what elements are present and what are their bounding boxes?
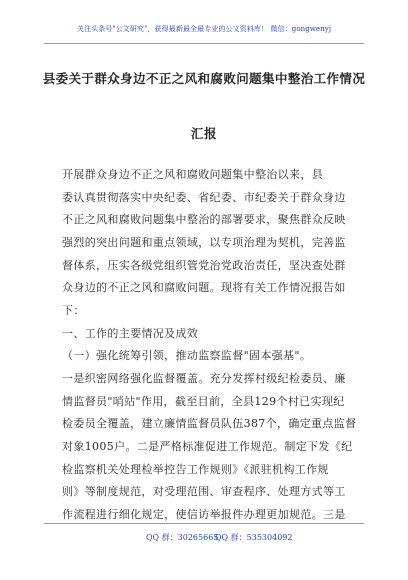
document-title: 县委关于群众身边不正之风和腐败问题集中整治工作情况 [42,71,366,86]
header-divider [44,43,364,44]
document-subtitle: 汇报 [190,126,218,141]
footer-qq-group-right: QQ 群：535304092 [215,533,293,542]
body-line: 作流程进行细化规定，使信访举报件办理更加规范。三是 [62,508,346,521]
body-line: 不正之风和腐败问题集中整治的部署要求，聚焦群众反映 [62,213,346,227]
subsection-heading: （一）强化统筹引领，推动监察监督"固本强基"。 [62,349,312,363]
footer-divider [44,523,364,524]
body-line: 一是织密网络强化监督覆盖。充分发挥村级纪检委员、廉 [62,372,346,385]
body-line: 检监察机关处理检举控告工作规则》《派驻机构工作规 [62,462,329,476]
body-line: 下： [62,304,85,317]
body-line: 强烈的突出问题和重点领域，以专项治理为契机，完善监 [62,236,346,249]
body-line: 对象1005户。二是严格标准促进工作规范。制定下发《纪 [62,440,353,453]
body-line: 开展群众身边不正之风和腐败问题集中整治以来，县 [62,168,324,181]
section-heading: 一、工作的主要情况及成效 [62,326,199,340]
body-line: 则》等制度规范，对受理范围、审查程序、处理方式等工 [62,485,346,499]
header-banner: 关注头条号"公文研究"，获得最新最全最专业的公文资料库！ 微信：gongwenyj [76,25,332,33]
footer-qq-group-left: QQ 群：30265665 [146,533,219,542]
body-line: 众身边的不正之风和腐败问题。现将有关工作情况报告如 [62,281,346,295]
body-line: 检委员全覆盖，建立廉情监督员队伍387个，确定重点监督 [62,417,357,431]
body-line: 督体系，压实各级党组织管党治党政治责任，坚决查处群 [62,258,346,272]
body-line: 情监督员"哨站"作用，截至目前，全县129个村已实现纪 [62,394,345,408]
body-line: 委认真贯彻落实中央纪委、省纪委、市纪委关于群众身边 [62,190,346,204]
